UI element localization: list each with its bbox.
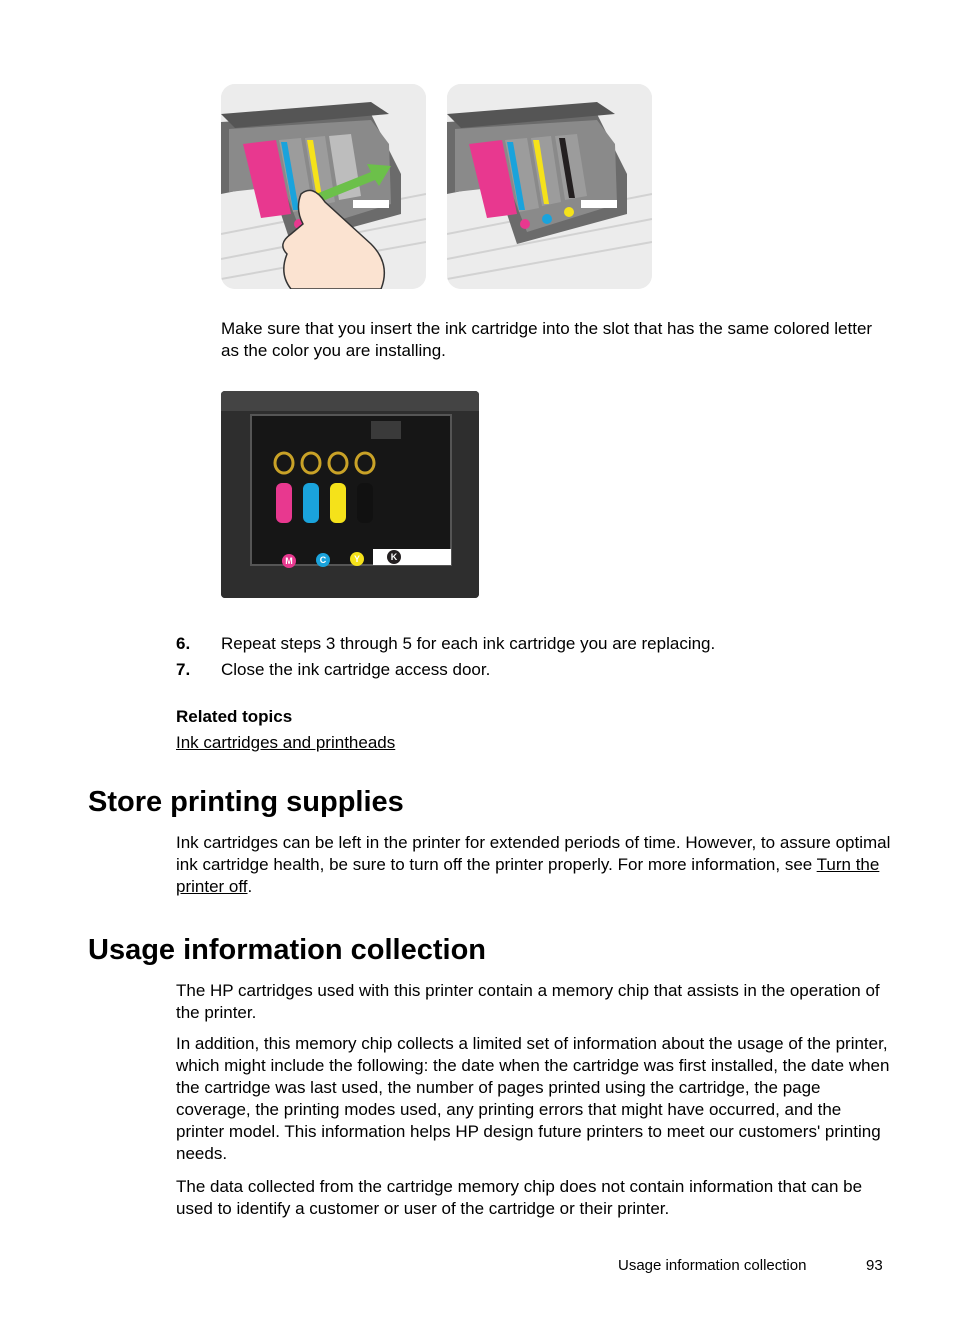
cyan-dot: [542, 214, 552, 224]
magenta-tube: [276, 483, 292, 523]
installed-cartridges-drawing: [447, 84, 652, 289]
store-supplies-end: .: [247, 877, 253, 896]
insert-cartridge-illustration: [221, 84, 426, 289]
slot-letter-k: K: [387, 550, 401, 564]
turn-printer-off-link[interactable]: Turn the printer off: [176, 855, 880, 896]
figure-instruction: Make sure that you insert the ink cartridge into the slot that has the same colored letter as the color you are installing.: [221, 319, 873, 360]
insert-cartridge-drawing: [221, 84, 426, 289]
slot-letter-c: C: [316, 553, 330, 567]
step-7: [0, 659, 954, 681]
ink-cartridges-link[interactable]: Ink cartridges and printheads: [176, 733, 396, 752]
magenta-dot: [520, 219, 530, 229]
store-supplies-paragraph: [176, 832, 891, 898]
page-number: 93: [866, 1257, 883, 1274]
step-number: 7.: [176, 660, 191, 679]
usage-paragraph-1: The HP cartridges used with this printer contain a memory chip that assists in the operation of the printer.: [176, 981, 880, 1022]
yellow-tube: [330, 483, 346, 523]
usage-paragraph-2: In addition, this memory chip collects a limited set of information about the usage of the printer, which might include the following: the date when the cartridge was first installed, the date when the cartridge was last used, the number of pages printed using the cartridge, the page coverage, the printing modes used, any printing errors that might have occurred, and the printer model. This information helps HP design future printers to meet our customers' printing needs.: [176, 1034, 890, 1163]
store-supplies-text: Ink cartridges can be left in the printer for extended periods of time. However, to assure optimal ink cartridge health, be sure to turn off the printer properly. For more information, see: [176, 833, 891, 874]
cyan-tube: [303, 483, 319, 523]
step-number: 6.: [176, 634, 191, 653]
cartridge-slots-photo: [221, 391, 479, 598]
black-tube: [357, 483, 373, 523]
step-text: Close the ink cartridge access door.: [221, 660, 491, 679]
step-6: [0, 633, 954, 655]
usage-info-heading: Usage information collection: [88, 934, 486, 966]
cartridge-slots-drawing: [221, 391, 479, 598]
related-topics-title: Related topics: [176, 707, 293, 726]
footer-section-title: Usage information collection: [618, 1257, 807, 1274]
store-supplies-heading: Store printing supplies: [88, 786, 404, 818]
yellow-dot: [564, 207, 574, 217]
slot-letter-y: Y: [350, 552, 364, 566]
installed-cartridges-illustration: [447, 84, 652, 289]
slot-letter-m: M: [282, 554, 296, 568]
usage-paragraph-3: The data collected from the cartridge memory chip does not contain information that can be used to identify a customer or user of the cartridge or their printer.: [176, 1177, 863, 1218]
step-text: Repeat steps 3 through 5 for each ink cartridge you are replacing.: [221, 634, 716, 653]
